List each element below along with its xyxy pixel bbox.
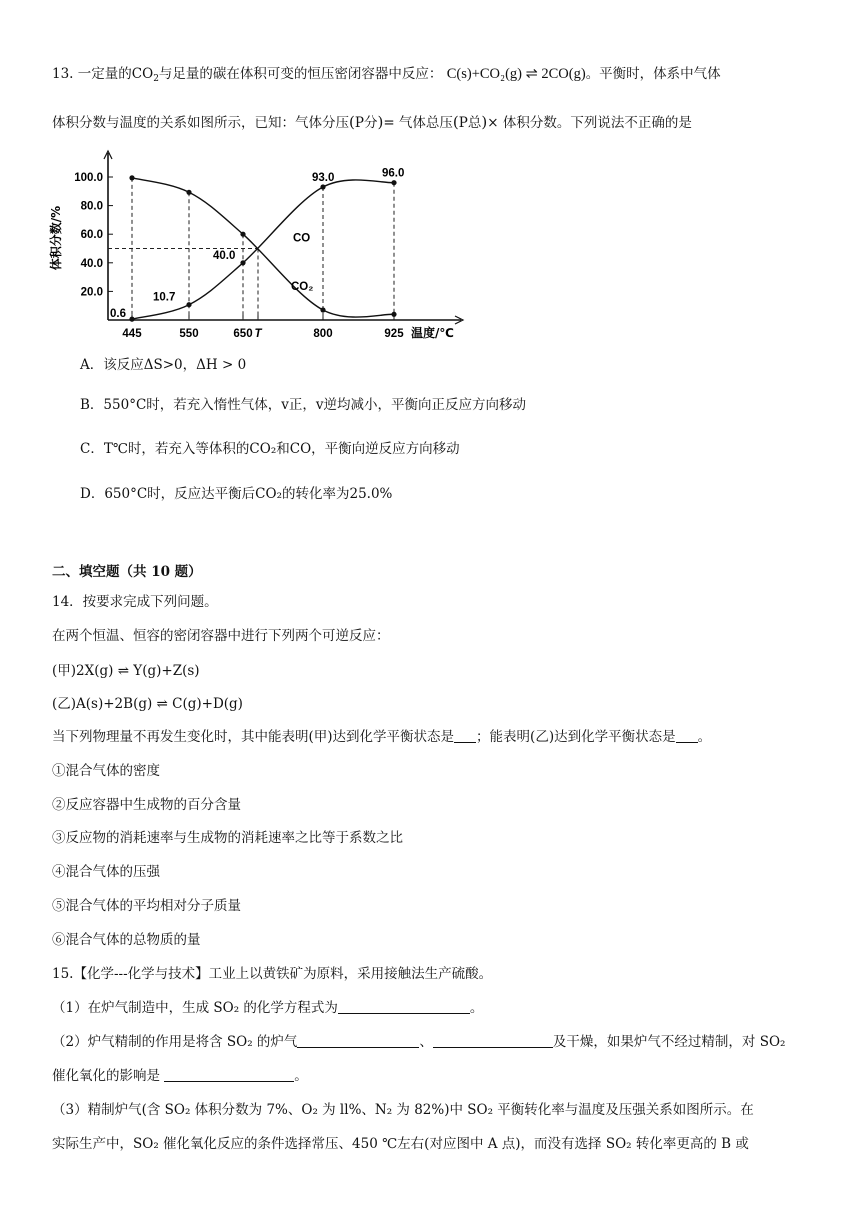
x-axis-label: 温度/℃ <box>411 326 454 340</box>
q13-intro-part1: 一定量的CO <box>77 66 154 82</box>
q14-question <box>52 727 711 747</box>
q15-part2-cont <box>52 1066 308 1086</box>
answer-blank-yi[interactable] <box>676 728 698 743</box>
answer-blank-equation[interactable] <box>338 999 470 1014</box>
q15-part1-end: 。 <box>469 1000 484 1016</box>
y-tick-label-0: 20.0 <box>80 286 103 299</box>
q13-option-c: C．T℃时，若充入等体积的CO₂和CO，平衡向逆反应方向移动 <box>80 441 460 457</box>
co-point-925 <box>391 180 396 185</box>
q15-part3-line1: （3）精制炉气(含 SO₂ 体积分数为 7%、O₂ 为 ll%、N₂ 为 82%)中 SO₂ 平衡转化率与温度及压强关系如图所示。在 <box>52 1102 754 1118</box>
x-tick-label-2: 650 <box>233 328 253 340</box>
series-name-co: CO <box>293 232 311 245</box>
q13-line2: 体积分数与温度的关系如图所示，已知：气体分压(P分)= 气体总压(P总)× 体积分数。下列说法不正确的是 <box>52 113 692 131</box>
q13-line1: 13. 一定量的$CO_2$与足量的碳在体积可变的恒压密闭容器中反应： C(s)+CO₂(g) ⇌ 2CO(g)。平衡时，体系中气体 <box>52 66 721 84</box>
q15-part2 <box>52 1032 785 1052</box>
q14-question-b: ；能表明(乙)达到化学平衡状态是 <box>476 729 676 745</box>
q15-part1 <box>52 998 483 1018</box>
q14-question-c: 。 <box>697 729 712 745</box>
q14-question-a: 当下列物理量不再发生变化时，其中能表明(甲)达到化学平衡状态是 <box>52 729 455 745</box>
y-axis-label: 体积分数/% <box>49 205 63 271</box>
q13-option-b: B．550°C时，若充入惰性气体，v正，v逆均减小，平衡向正反应方向移动 <box>80 397 527 413</box>
data-label-925: 96.0 <box>382 167 405 180</box>
q13-intro2-c: × 体积分数。下列说法不正确的是 <box>487 115 692 131</box>
volume-fraction-chart <box>46 143 486 353</box>
data-label-445: 0.6 <box>110 308 126 321</box>
data-label-550: 10.7 <box>153 291 176 304</box>
answer-blank-purify-2[interactable] <box>433 1033 553 1048</box>
co2-point-925 <box>391 312 396 317</box>
q14-item-2: ②反应容器中生成物的百分含量 <box>52 797 241 813</box>
q15-part3-line2: 实际生产中，SO₂ 催化氧化反应的条件选择常压、450 ℃左右(对应图中 A 点)，而没有选择 SO₂ 转化率更高的 B 或 <box>52 1136 749 1152</box>
series-name-co2: CO₂ <box>291 280 314 293</box>
q14-item-1: ①混合气体的密度 <box>52 763 160 779</box>
q13-intro2-b: = 气体总压 <box>383 115 453 131</box>
co-point-650 <box>240 260 245 265</box>
data-label-800: 93.0 <box>312 172 335 185</box>
data-label-650: 40.0 <box>213 249 236 262</box>
y-tick-label-4: 100.0 <box>74 172 103 184</box>
q15-part1-text: （1）在炉气制造中，生成 SO₂ 的化学方程式为 <box>52 1000 338 1016</box>
q14-reaction-yi: (乙)A(s)+2B(g) ⇌ C(g)+D(g) <box>52 696 243 712</box>
q13-option-d: D．650°C时，反应达平衡后CO₂的转化率为25.0% <box>80 486 393 502</box>
q13-number: 13. <box>52 66 74 82</box>
section-heading: 二、填空题（共 10 题） <box>52 564 202 580</box>
q13-reaction: C(s)+CO₂(g) ⇌ 2CO(g) <box>446 66 586 82</box>
co-point-550 <box>186 302 191 307</box>
co2-point-550 <box>186 190 191 195</box>
x-tick-label-3: T <box>254 328 262 340</box>
x-tick-label-5: 925 <box>384 328 404 340</box>
answer-blank-effect[interactable] <box>164 1067 294 1082</box>
q14-title: 14．按要求完成下列问题。 <box>52 594 218 610</box>
co-point-445 <box>129 317 134 322</box>
q15-part2-cont-end: 。 <box>294 1068 308 1084</box>
x-tick-label-0: 445 <box>122 328 142 340</box>
q14-item-3: ③反应物的消耗速率与生成物的消耗速率之比等于系数之比 <box>52 830 403 846</box>
partial-pressure-symbol: P分 <box>354 115 378 131</box>
co2-point-445 <box>129 175 134 180</box>
q13-option-a: A．该反应ΔS>0，ΔH > 0 <box>80 357 247 373</box>
co2-point-650 <box>240 232 245 237</box>
q14-item-6: ⑥混合气体的总物质的量 <box>52 932 201 948</box>
y-tick-label-2: 60.0 <box>80 229 103 242</box>
q14-line1: 在两个恒温、恒容的密闭容器中进行下列两个可逆反应： <box>52 628 390 644</box>
q13-intro2-a: 体积分数与温度的关系如图所示，已知：气体分压 <box>52 115 349 131</box>
x-tick-label-1: 550 <box>179 328 199 340</box>
q15-part2-text: （2）炉气精制的作用是将含 SO₂ 的炉气 <box>52 1034 298 1050</box>
q14-reaction-jia: (甲)2X(g) ⇌ Y(g)+Z(s) <box>52 663 200 679</box>
q15-part2-rest: 及干燥，如果炉气不经过精制，对 SO₂ <box>552 1034 786 1050</box>
total-pressure-symbol: P总 <box>458 115 482 131</box>
y-tick-label-3: 80.0 <box>80 200 103 213</box>
q13-intro-part3: 。平衡时，体系中气体 <box>585 66 721 82</box>
q15-part2-sep: 、 <box>419 1034 433 1050</box>
answer-blank-jia[interactable] <box>454 728 476 743</box>
q15-part2-cont-text: 催化氧化的影响是 <box>52 1068 165 1084</box>
co2-point-800 <box>320 307 325 312</box>
answer-blank-purify-1[interactable] <box>297 1033 419 1048</box>
q14-item-4: ④混合气体的压强 <box>52 864 160 880</box>
q15-title: 15.【化学---化学与技术】工业上以黄铁矿为原料，采用接触法生产硫酸。 <box>52 966 493 982</box>
chart-guides <box>108 178 394 320</box>
x-tick-label-4: 800 <box>313 328 333 340</box>
q14-item-5: ⑤混合气体的平均相对分子质量 <box>52 898 241 914</box>
co-point-800 <box>320 184 325 189</box>
y-tick-label-1: 40.0 <box>80 257 103 270</box>
q13-intro-part2: 与足量的碳在体积可变的恒压密闭容器中反应： <box>158 66 443 82</box>
